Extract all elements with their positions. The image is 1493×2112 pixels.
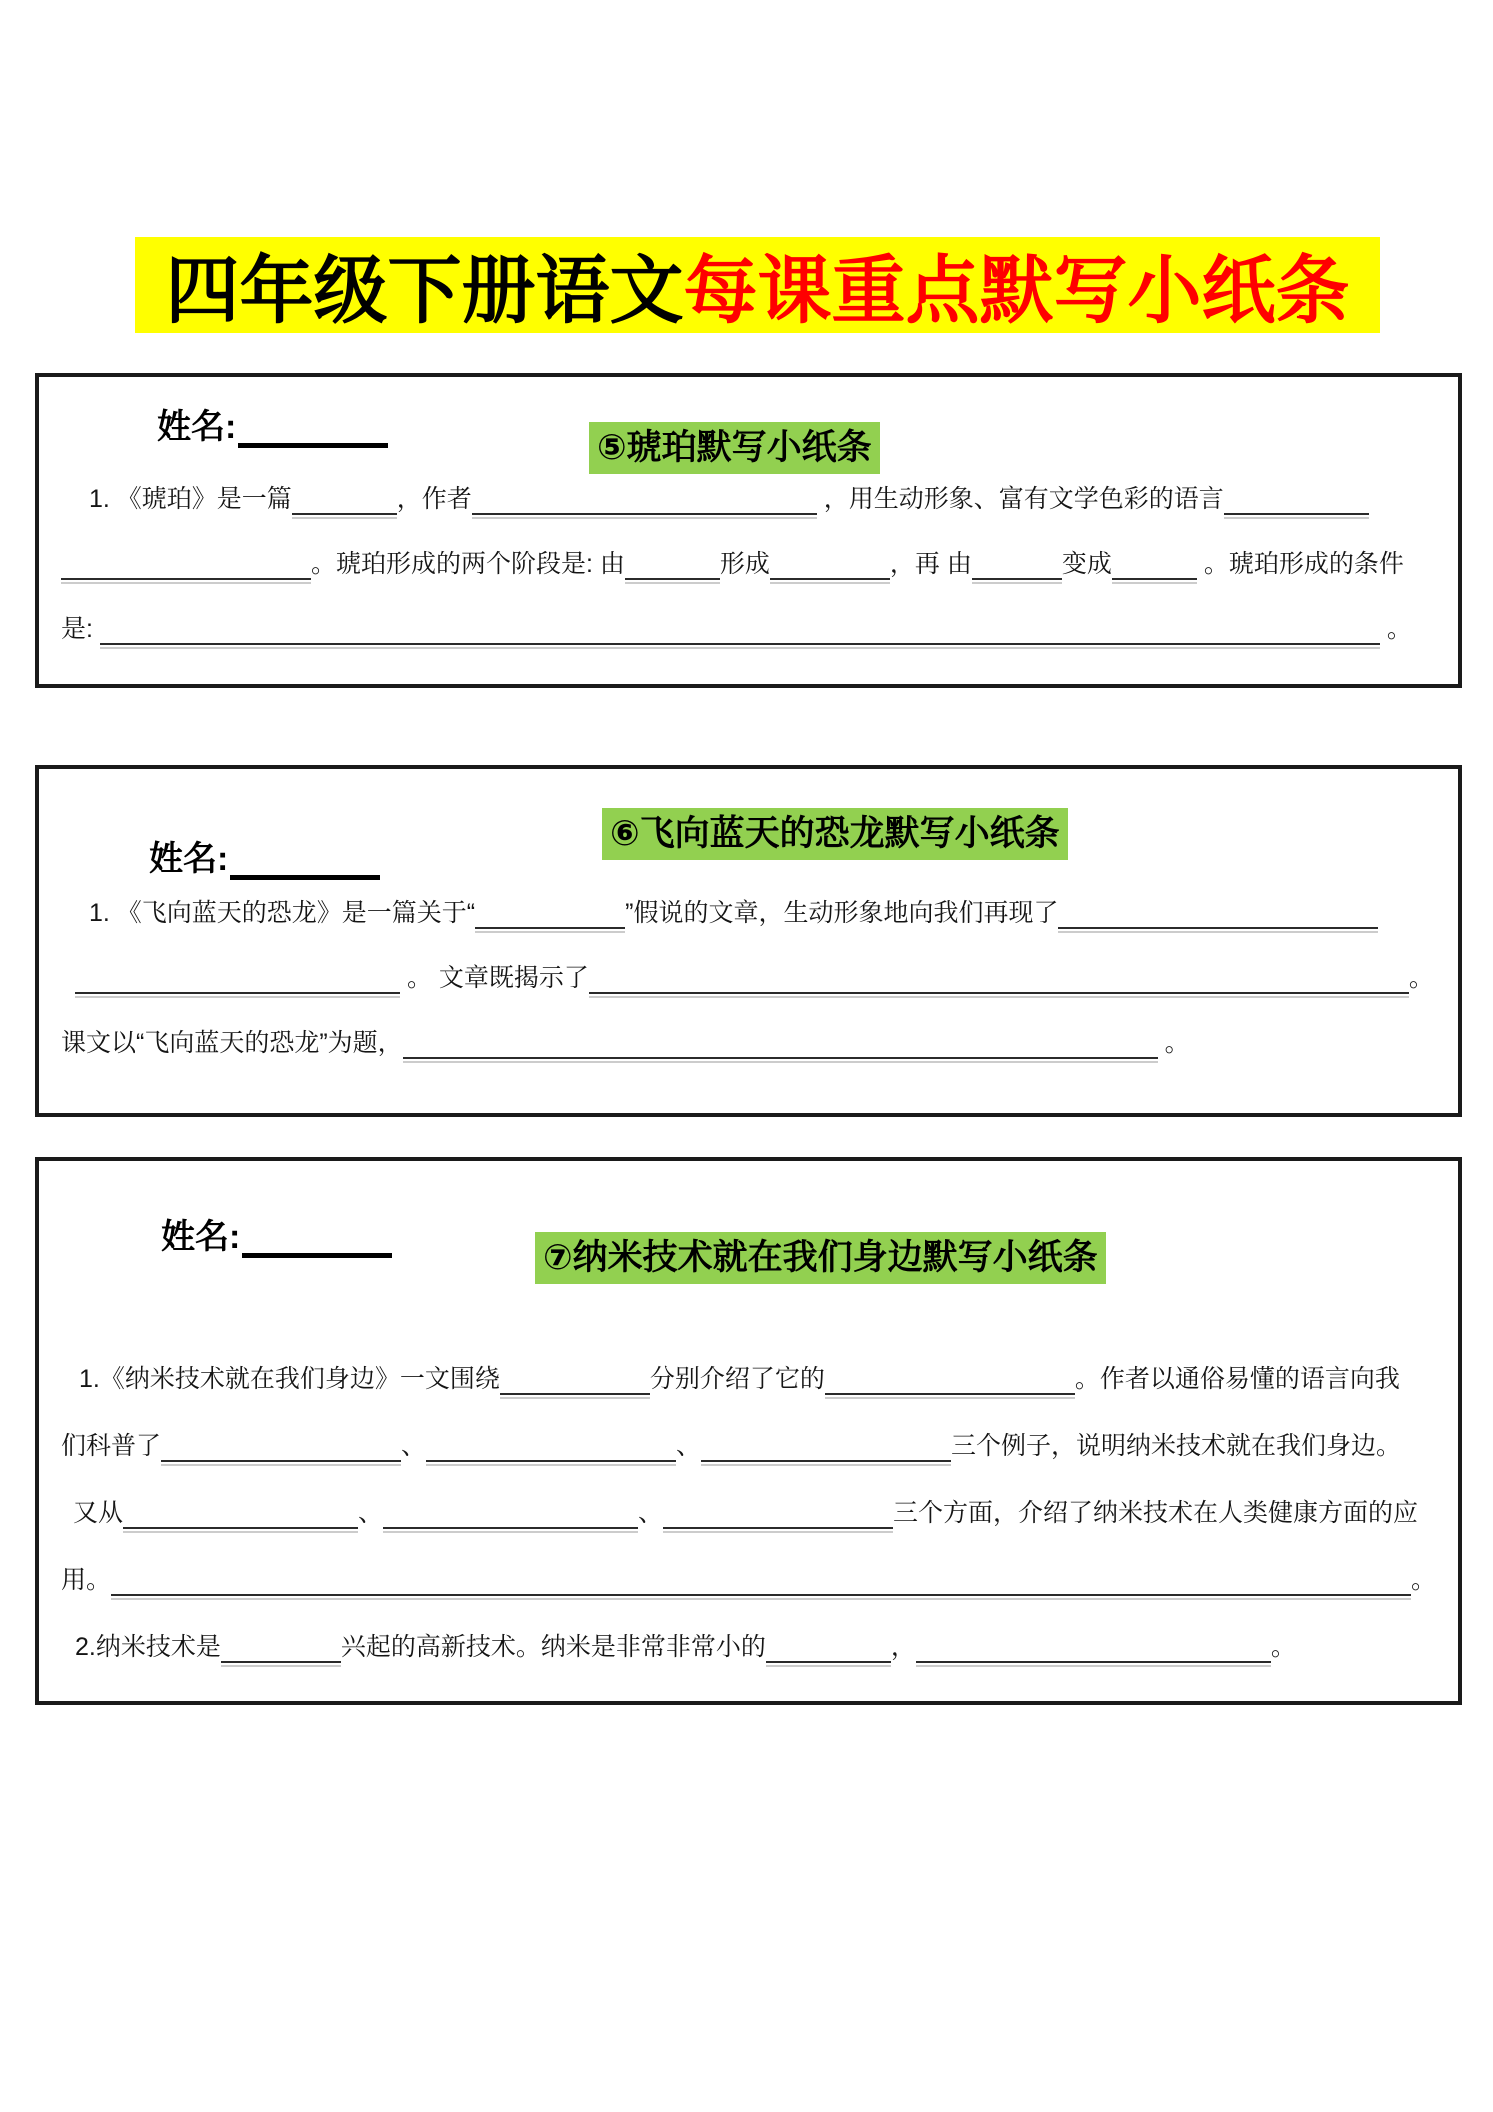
blank-field — [1058, 927, 1378, 929]
text-segment: 是: — [61, 615, 100, 643]
section-heading: ⑦纳米技术就在我们身边默写小纸条 — [535, 1232, 1106, 1284]
worksheet-line — [61, 1011, 1440, 1076]
text-segment: 变成 — [1061, 550, 1112, 578]
worksheet-line — [61, 597, 1440, 662]
text-segment: 。作者以通俗易懂的语言向我 — [1074, 1365, 1400, 1393]
section-nami-jishu-slip — [35, 1157, 1462, 1705]
blank-field — [663, 1527, 893, 1529]
text-segment: 。 — [1270, 1633, 1296, 1661]
blank-field — [403, 1057, 1158, 1059]
section-feixiang-lantian-slip — [35, 765, 1462, 1117]
text-segment: ，用生动形象、富有文学色彩的语言 — [816, 485, 1224, 513]
worksheet-body — [61, 881, 1440, 1076]
text-segment: 又从 — [73, 1499, 124, 1527]
blank-field — [475, 927, 625, 929]
worksheet-line — [61, 1480, 1440, 1547]
text-segment: 三个方面，介绍了纳米技术在人类健康方面的应 — [893, 1499, 1419, 1527]
name-underline — [242, 1253, 392, 1258]
text-segment: 、 — [401, 1432, 427, 1460]
text-segment: 三个例子，说明纳米技术就在我们身边。 — [951, 1432, 1402, 1460]
blank-field — [100, 643, 1380, 645]
blank-field — [472, 513, 817, 515]
blank-field — [972, 578, 1062, 580]
text-segment: 分别介绍了它的 — [649, 1365, 825, 1393]
blank-field — [766, 1661, 891, 1663]
worksheet-line — [61, 1346, 1440, 1413]
blank-field — [916, 1661, 1271, 1663]
blank-field — [589, 992, 1409, 994]
worksheet-line — [61, 1547, 1440, 1614]
text-segment: 。 — [1408, 964, 1434, 992]
text-segment: 用。 — [61, 1566, 112, 1594]
text-segment: 们科普了 — [61, 1432, 162, 1460]
blank-field — [1224, 513, 1369, 515]
text-segment: 1.《纳米技术就在我们身边》一文围绕 — [79, 1365, 500, 1393]
section-heading: ⑥飞向蓝天的恐龙默写小纸条 — [602, 808, 1068, 860]
blank-field — [825, 1393, 1075, 1395]
text-segment: 1. 《飞向蓝天的恐龙》是一篇关于“ — [89, 899, 476, 927]
page-title — [135, 237, 1380, 333]
text-segment: 。琥珀形成的条件 — [1196, 550, 1404, 578]
text-segment: 、 — [358, 1499, 384, 1527]
blank-field — [770, 578, 890, 580]
blank-field — [61, 578, 311, 580]
name-underline — [230, 875, 380, 880]
text-segment: 。琥珀形成的两个阶段是: 由 — [311, 550, 625, 578]
blank-field — [123, 1527, 358, 1529]
name-label — [161, 1209, 392, 1258]
blank-field — [292, 513, 397, 515]
text-segment: 1. 《琥珀》是一篇 — [89, 485, 292, 513]
name-label-text: 姓名: — [149, 840, 229, 878]
worksheet-body — [61, 1346, 1440, 1681]
name-label — [149, 831, 380, 880]
text-segment: 。 — [1379, 615, 1412, 643]
blank-field — [500, 1393, 650, 1395]
name-underline — [238, 443, 388, 448]
blank-field — [625, 578, 720, 580]
worksheet-line — [61, 1413, 1440, 1480]
worksheet-line — [61, 881, 1440, 946]
page-title-black-part: 四年级下册语文 — [165, 249, 684, 332]
text-segment: ，再 由 — [889, 550, 972, 578]
text-segment: ，作者 — [396, 485, 472, 513]
text-segment: 。 — [1411, 1566, 1437, 1594]
text-segment: 兴起的高新技术。纳米是非常非常小的 — [340, 1633, 766, 1661]
text-segment: 。 — [1157, 1029, 1190, 1057]
name-label — [157, 399, 388, 448]
blank-field — [111, 1594, 1411, 1596]
worksheet-line — [61, 1614, 1440, 1681]
blank-field — [383, 1527, 638, 1529]
text-segment: 课文以“飞向蓝天的恐龙”为题， — [61, 1029, 403, 1057]
blank-field — [161, 1460, 401, 1462]
worksheet-line — [61, 532, 1440, 597]
blank-field — [426, 1460, 676, 1462]
text-segment: ， — [890, 1633, 916, 1661]
name-label-text: 姓名: — [161, 1218, 241, 1256]
worksheet-line — [61, 946, 1440, 1011]
text-segment: ”假说的文章，生动形象地向我们再现了 — [625, 899, 1059, 927]
text-segment: 、 — [638, 1499, 664, 1527]
text-segment: 、 — [676, 1432, 702, 1460]
page-title-red-part: 每课重点默写小纸条 — [683, 249, 1350, 332]
blank-field — [75, 992, 400, 994]
name-label-text: 姓名: — [157, 408, 237, 446]
blank-field — [221, 1661, 341, 1663]
section-heading: ⑤琥珀默写小纸条 — [589, 422, 880, 474]
blank-field — [701, 1460, 951, 1462]
text-segment: 形成 — [719, 550, 770, 578]
worksheet-line — [61, 467, 1440, 532]
worksheet-body — [61, 467, 1440, 662]
blank-field — [1112, 578, 1197, 580]
section-hupo-slip — [35, 373, 1462, 688]
text-segment: 2.纳米技术是 — [75, 1633, 221, 1661]
text-segment: 。 文章既揭示了 — [400, 964, 589, 992]
